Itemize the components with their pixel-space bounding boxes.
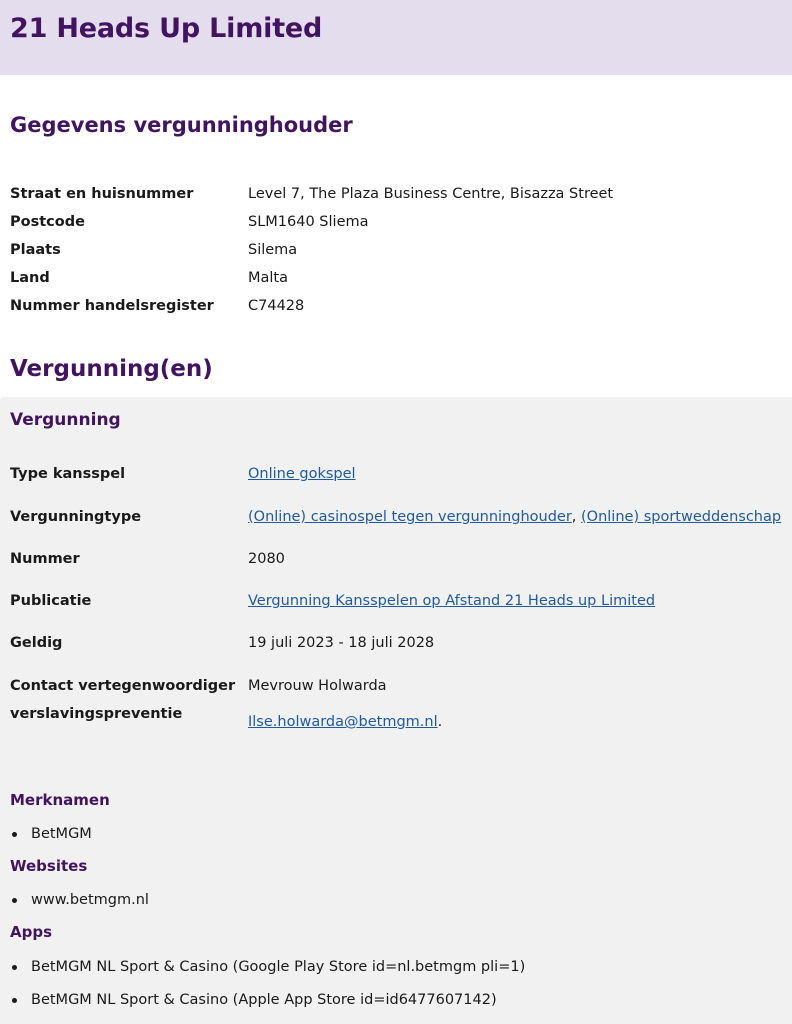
licenses-section-title: Vergunning(en) [10,356,213,382]
vtype-separator: , [571,509,577,525]
registry-label: Nummer handelsregister [10,298,214,314]
contact-email-suffix: . [437,714,443,730]
registry-value: C74428 [248,298,305,314]
city-label: Plaats [10,242,61,258]
page-header [0,0,792,75]
contact-label-line1: Contact vertegenwoordiger [10,678,236,694]
street-label: Straat en huisnummer [10,186,194,202]
holder-row-country [10,264,613,292]
type-link[interactable]: Online gokspel [248,466,356,482]
page-title: 21 Heads Up Limited [10,13,323,44]
postcode-value: SLM1640 Sliema [248,214,369,230]
list-item: BetMGM NL Sport & Casino (Apple App Store id=id6477607142) [10,990,525,1010]
street-value: Level 7, The Plaza Business Centre, Bisazza Street [248,186,614,202]
country-label: Land [10,270,50,286]
contact-label [10,672,248,728]
contact-label-line2: verslavingspreventie [10,706,183,722]
valid-label: Geldig [10,635,63,651]
country-value: Malta [248,270,288,286]
postcode-label: Postcode [10,214,85,230]
holder-section-title: Gegevens vergunninghouder [10,113,353,137]
number-label: Nummer [10,551,80,567]
apps-title: Apps [10,923,53,941]
holder-row-postcode [10,208,613,236]
type-label: Type kansspel [10,466,126,482]
valid-value: 19 juli 2023 - 18 juli 2028 [248,635,435,651]
holder-details-table [10,180,613,320]
vtype-link-sport[interactable]: (Online) sportweddenschap [581,509,782,525]
apps-list [10,957,525,1023]
holder-row-city [10,236,613,264]
vtype-label: Vergunningtype [10,509,142,525]
license-panel-title: Vergunning [10,410,121,430]
contact-name: Mevrouw Holwarda [248,678,387,694]
brands-list [10,824,92,857]
license-row-contact [10,672,790,742]
websites-list [10,890,149,923]
publication-label: Publicatie [10,593,92,609]
list-item: www.betmgm.nl [10,890,149,910]
contact-email-link[interactable]: Ilse.holwarda@betmgm.nl [248,714,438,730]
brands-title: Merknamen [10,791,110,809]
holder-row-street [10,180,613,208]
vtype-link-casino[interactable]: (Online) casinospel tegen vergunninghouder [248,509,572,525]
list-item: BetMGM [10,824,92,844]
list-item: BetMGM NL Sport & Casino (Google Play Store id=nl.betmgm pli=1) [10,957,525,977]
number-value: 2080 [248,551,285,567]
city-value: Silema [248,242,298,258]
holder-row-registry [10,292,613,320]
publication-link[interactable]: Vergunning Kansspelen op Afstand 21 Heads up Limited [248,593,656,609]
websites-title: Websites [10,857,88,875]
